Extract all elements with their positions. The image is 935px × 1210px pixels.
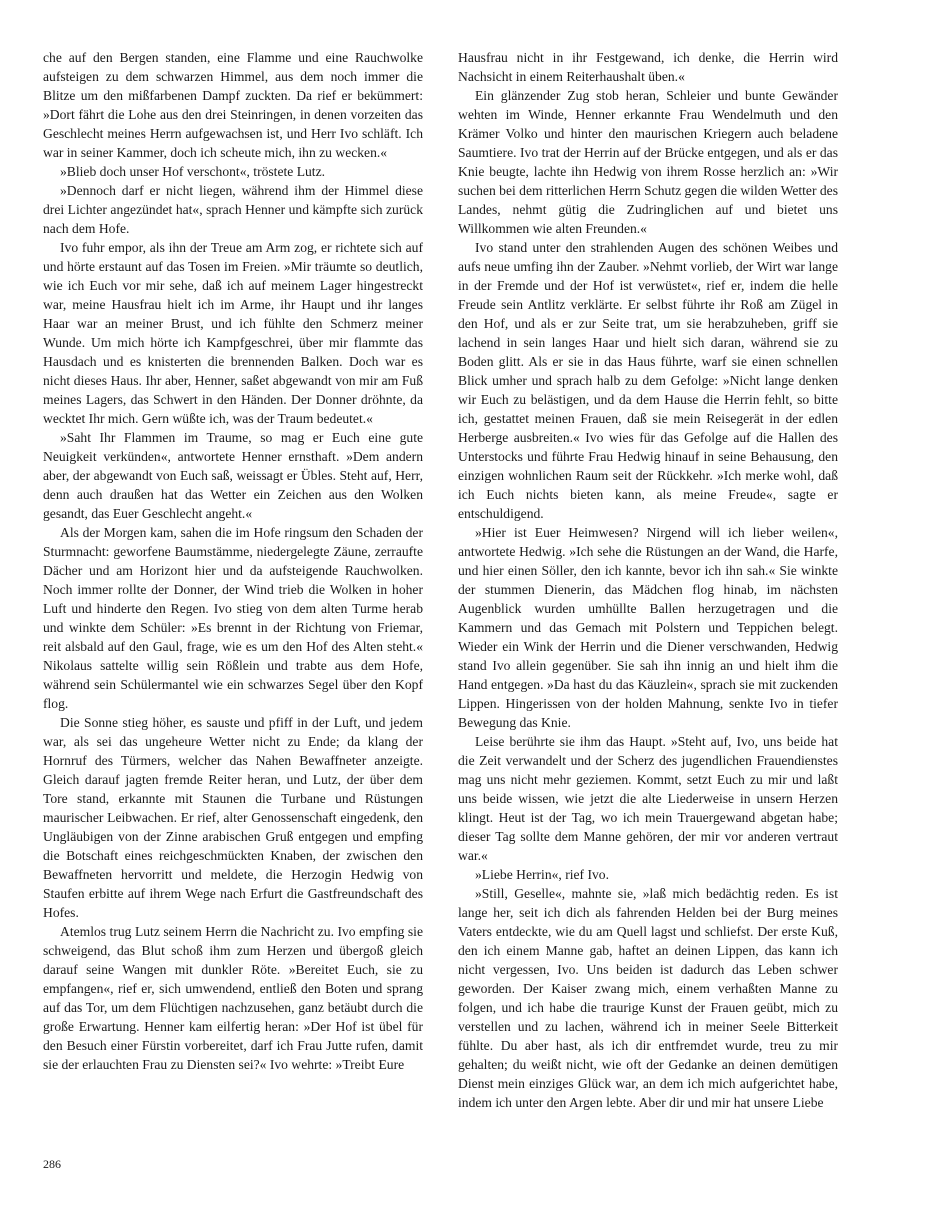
- paragraph: che auf den Bergen standen, eine Flamme und eine Rauchwolke aufsteigen zu dem schwarzen Himmel, aus dem noch immer die Blitze um den mißfarbenen Dampf zuckten. Da rief er bekümmert: »Dort fährt die Lohe aus den drei Steinringen, in denen vorzeiten das Geschlecht meines Herrn aufgewachsen ist, und Herr Ivo schläft. Ich war in seiner Kammer, doch ich scheute mich, ihn zu wecken.«: [43, 50, 423, 160]
- paragraph: Leise berührte sie ihm das Haupt. »Steht auf, Ivo, uns beide hat die Zeit verwandelt und der Scherz des jugendlichen Frauendienstes mag uns nicht mehr geziemen. Kommt, setzt Euch zu mir und laßt uns beide wissen, wie jetzt die alte Liederweise in unsern Herzen klingt. Heut ist der Tag, wo ich mein Trauergewand abgetan habe; dieser Tag sollte dem Manne gehören, der mir vor anderen vertraut war.«: [458, 734, 838, 863]
- paragraph: Als der Morgen kam, sahen die im Hofe ringsum den Schaden der Sturmnacht: geworfene Baumstämme, niedergelegte Zäune, zerraufte Dächer und am Horizont hier und da aufsteigende Rauchwolken. Noch immer rollte der Donner, der Wind trieb die Wolken in hoher Luft und hinderte den Regen. Ivo stieg von dem alten Turme herab und winkte dem Schüler: »Es brennt in der Richtung von Friemar, reit alsbald auf den Gaul, frage, wie es um den Hof des Alten steht.« Nikolaus sattelte willig sein Rößlein und trabte aus dem Hofe, während sein Schülermantel wie ein schwarzes Segel über den Kopf flog.: [43, 525, 423, 711]
- paragraph: Die Sonne stieg höher, es sauste und pfiff in der Luft, und jedem war, als sei das ungeheure Wetter nicht zu Ende; da klang der Hornruf des Türmers, welcher das Nahen Bewaffneter anzeigte. Gleich darauf jagten fremde Reiter heran, und Lutz, der über dem Tore stand, erkannte mit Staunen die Turbane und Rüstungen maurischer Leibwachen. Er rief, alter Genossenschaft eingedenk, den Ungläubigen von der Zinne arabischen Gruß entgegen und empfing die Botschaft eines reichgeschmückten Knaben, der zwischen den Bewaffneten hervorritt und meldete, die Herzogin Hedwig von Staufen erbitte auf ihrem Wege nach Erfurt die Gastfreundschaft des Hofes.: [43, 715, 423, 920]
- paragraph: »Still, Geselle«, mahnte sie, »laß mich bedächtig reden. Es ist lange her, seit ich dich als fahrenden Helden bei der Burg meines Vaters entdeckte, wie du am Quell lagst und schliefst. Der erste Kuß, den ich einem Manne gab, haftet an deinen Lippen, das kann ich nicht vergessen, Ivo. Uns beiden ist dadurch das Leben schwer geworden. Der Kaiser zwang mich, einem verhaßten Manne zu folgen, und ich habe die traurige Kunst der Frauen geübt, mich zu verstellen und zu lachen, während ich in meiner Seele Bitterkeit fühlte. Du aber hast, als ich dir entfremdet wurde, treu zu mir gehalten; du weißt nicht, wie oft der Gedanke an deinen demütigen Dienst mein einziges Glück war, an dem ich mich aufgerichtet habe, indem ich unter den Argen lebte. Aber dir und mir hat unsere Liebe: [458, 886, 838, 1110]
- paragraph: Atemlos trug Lutz seinem Herrn die Nachricht zu. Ivo empfing sie schweigend, das Blut schoß ihm zum Herzen und übergoß gleich darauf seine Wangen mit dunkler Röte. »Bereitet Euch, sie zu empfangen«, rief er, sich umwendend, entließ den Boten und sprang auf das Tor, um dem Flüchtigen nachzusehen, ganz betäubt durch die große Erwartung. Henner kam eilfertig heran: »Der Hof ist übel für den Besuch einer Fürstin vorbereitet, darf ich Frau Jutte rufen, damit sie der erlauchten Frau zu Diensten sei?« Ivo wehrte: »Treibt Eure: [43, 924, 423, 1072]
- paragraph: »Liebe Herrin«, rief Ivo.: [475, 867, 609, 882]
- paragraph: »Dennoch darf er nicht liegen, während ihm der Himmel diese drei Lichter angezündet hat«, sprach Henner und kämpfte sich zurück nach dem Hofe.: [43, 183, 423, 236]
- paragraph: »Hier ist Euer Heimwesen? Nirgend will ich lieber weilen«, antwortete Hedwig. »Ich sehe die Rüstungen an der Wand, die Harfe, und hier einen Söller, den ich kannte, bevor ich ihn sah.« Sie winkte der stummen Dienerin, das Mädchen flog hinab, im nächsten Augenblick wurden umhüllte Ballen herzugetragen und die Kammern und das Gemach mit Polstern und Teppichen belegt. Wieder ein Wink der Herrin und die Diener verschwanden, Hedwig stand Ivo allein gegenüber. Sie sah ihn innig an und hielt ihm die Hand entgegen. »Da hast du das Käuzlein«, sprach sie mit zuckenden Lippen. Hingerissen von der holden Mahnung, senkte Ivo in tiefer Bewegung das Knie.: [458, 525, 838, 730]
- paragraph: Ein glänzender Zug stob heran, Schleier und bunte Gewänder wehten im Winde, Henner erkannte Frau Wendelmuth und den Krämer Volko und hinter den maurischen Kriegern auch beladene Saumtiere. Ivo trat der Herrin auf der Brücke entgegen, und als er das Knie beugte, lachte ihn Hedwig von ihrem Rosse herzlich an: »Wir suchen bei dem ritterlichen Herrn Schutz gegen die wilden Wetter des Landes, nehmt gütig die Zudringlichen auf und bietet uns Willkommen wie alten Freunden.«: [458, 88, 838, 236]
- paragraph: Hausfrau nicht in ihr Festgewand, ich denke, die Herrin wird Nachsicht in einem Reiterhaushalt üben.«: [458, 50, 838, 84]
- left-text-column: [43, 48, 423, 1074]
- paragraph: Ivo stand unter den strahlenden Augen des schönen Weibes und aufs neue umfing ihn der Zauber. »Nehmt vorlieb, der Wirt war lange in der Fremde und der Hof ist verwüstet«, rief er, indem die helle Freude sein Antlitz verklärte. Er selbst führte ihr Roß am Zügel in den Hof, und als er zur Seite trat, um sie herabzuheben, griff sie lachend in sein langes Haar und hielt sich daran, während sie zu Boden glitt. Als er sie in das Haus führte, warf sie einen schnellen Blick umher und sprach halb zu dem Gefolge: »Nicht lange denken wir Euch zu belästigen, und da dem Hause die Herrin fehlt, so bitte ich, gestattet meinen Frauen, daß sie mein Reisegerät in der edlen Herberge ausbreiten.« Ivo wies für das Gefolge auf die Hallen des Unterstocks und führte Frau Hedwig hinauf in seine Behausung, den einzigen wohnlichen Raum seit der Rückkehr. »Ich merke wohl, daß ich Euch nichts bieten kann, als meine Freude«, sagte er entschuldigend.: [458, 240, 838, 521]
- page-number: 286: [43, 1157, 61, 1171]
- paragraph: Ivo fuhr empor, als ihn der Treue am Arm zog, er richtete sich auf und hörte erstaunt auf das Tosen im Freien. »Mir träumte so deutlich, wie ich Euch vor mir sehe, daß ich auf meinem Lager hingestreckt war, meine Hausfrau hielt ich im Arme, ihr Haupt und ihr langes Haar war an meiner Brust, und ich fühlte den Schmerz meiner Wunde. Um mich hörte ich Kampfgeschrei, über mir flammte das Hausdach und es knisterten die brennenden Balken. Doch war es nicht dieses Haus. Ihr aber, Henner, saßet abgewandt von mir am Fuß meines Lagers, das Schwert in den Händen. Der Donner dröhnte, da wecktet Ihr mich. Gern wüßte ich, was der Traum bedeutet.«: [43, 240, 423, 426]
- paragraph: »Blieb doch unser Hof verschont«, tröstete Lutz.: [60, 164, 326, 179]
- paragraph: »Saht Ihr Flammen im Traume, so mag er Euch eine gute Neuigkeit verkünden«, antwortete Henner ernsthaft. »Dem andern aber, der abgewandt von Euch saß, weissagt er Übles. Steht auf, Herr, denn auch draußen hat das Wetter ein Zeichen aus den Wolken gesandt, das Euer Geschlecht angeht.«: [43, 430, 423, 521]
- right-text-column: [458, 48, 838, 1112]
